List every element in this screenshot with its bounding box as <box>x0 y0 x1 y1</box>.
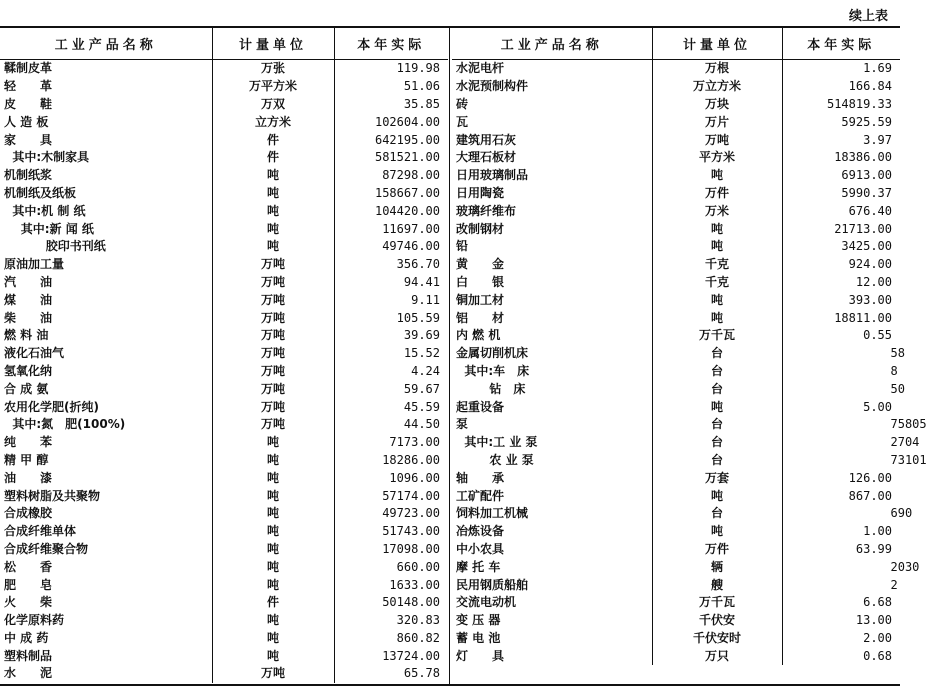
table-row <box>0 505 448 523</box>
table-row <box>452 291 900 309</box>
value-cell: 18811.00 <box>782 309 900 327</box>
unit-cell: 吨 <box>652 167 782 185</box>
unit-cell: 万块 <box>652 96 782 114</box>
table-row <box>452 220 900 238</box>
product-name-cell: 泵 <box>456 417 469 432</box>
product-name-cell: 黄 金 <box>456 257 505 272</box>
product-name-cell: 农 业 泵 <box>456 452 534 467</box>
table-row <box>0 487 448 505</box>
unit-cell: 万吨 <box>212 256 334 274</box>
product-name-cell: 金属切削机床 <box>456 346 529 361</box>
product-name-cell: 改制钢材 <box>456 221 505 236</box>
value-cell: 2 <box>782 576 900 594</box>
value-cell: 2030 <box>782 558 900 576</box>
unit-cell: 台 <box>652 416 782 434</box>
unit-cell: 万张 <box>212 60 334 78</box>
product-name-cell: 松 香 <box>4 559 53 574</box>
table-row <box>0 131 448 149</box>
product-name-cell: 瓦 <box>456 114 469 129</box>
value-cell: 3425.00 <box>782 238 900 256</box>
unit-cell: 万吨 <box>212 363 334 381</box>
value-cell: 15.52 <box>334 345 448 363</box>
unit-cell: 吨 <box>212 558 334 576</box>
table-row <box>0 220 448 238</box>
unit-cell: 件 <box>212 594 334 612</box>
unit-cell: 万千瓦 <box>652 327 782 345</box>
table-row <box>452 327 900 345</box>
value-cell: 13.00 <box>782 612 900 630</box>
unit-cell: 吨 <box>212 220 334 238</box>
unit-cell: 万吨 <box>212 274 334 292</box>
value-cell: 87298.00 <box>334 167 448 185</box>
unit-cell: 台 <box>652 505 782 523</box>
table-row <box>452 256 900 274</box>
table-row <box>0 363 448 381</box>
table-row <box>0 96 448 114</box>
unit-cell: 吨 <box>652 309 782 327</box>
table-row <box>0 665 448 683</box>
unit-cell: 吨 <box>212 647 334 665</box>
unit-cell: 万平方米 <box>212 78 334 96</box>
table-row <box>0 434 448 452</box>
unit-cell: 万立方米 <box>652 78 782 96</box>
value-cell: 18386.00 <box>782 149 900 167</box>
product-name-cell: 塑料制品 <box>4 648 53 663</box>
unit-cell: 千伏安时 <box>652 630 782 648</box>
unit-cell: 吨 <box>212 452 334 470</box>
table-row <box>452 469 900 487</box>
product-name-cell: 氢氧化纳 <box>4 363 53 378</box>
unit-cell: 千克 <box>652 256 782 274</box>
left-table <box>0 28 448 683</box>
unit-cell: 吨 <box>212 541 334 559</box>
value-cell: 393.00 <box>782 291 900 309</box>
product-name-cell: 灯 具 <box>456 648 505 663</box>
value-cell: 102604.00 <box>334 113 448 131</box>
value-cell: 3.97 <box>782 131 900 149</box>
table-row <box>452 452 900 470</box>
product-name-cell: 工矿配件 <box>456 488 505 503</box>
product-name-cell: 其中:氮 肥(100%) <box>4 417 126 432</box>
unit-cell: 台 <box>652 434 782 452</box>
product-name-cell: 轴 承 <box>456 470 505 485</box>
unit-cell: 万吨 <box>212 398 334 416</box>
table-row <box>452 558 900 576</box>
product-name-cell: 肥 皂 <box>4 577 53 592</box>
value-cell: 2.00 <box>782 630 900 648</box>
unit-cell: 台 <box>652 380 782 398</box>
product-name-cell: 钻 床 <box>456 381 526 396</box>
value-cell: 105.59 <box>334 309 448 327</box>
table-row <box>452 594 900 612</box>
right-header-row <box>452 28 900 60</box>
table-row <box>0 167 448 185</box>
product-name-cell: 火 柴 <box>4 595 53 610</box>
product-name-cell: 日用玻璃制品 <box>456 168 529 183</box>
product-name-cell: 合成纤维单体 <box>4 524 77 539</box>
unit-cell: 万吨 <box>212 309 334 327</box>
product-name-cell: 交流电动机 <box>456 595 517 610</box>
value-cell: 5990.37 <box>782 185 900 203</box>
value-cell: 104420.00 <box>334 202 448 220</box>
product-name-cell: 皮 鞋 <box>4 96 53 111</box>
table-row <box>0 345 448 363</box>
table-row <box>0 256 448 274</box>
unit-cell: 吨 <box>212 505 334 523</box>
value-cell: 867.00 <box>782 487 900 505</box>
table-row <box>0 594 448 612</box>
table-row <box>452 363 900 381</box>
value-cell: 158667.00 <box>334 185 448 203</box>
table-row <box>0 612 448 630</box>
table-row <box>0 647 448 665</box>
unit-cell: 千伏安 <box>652 612 782 630</box>
unit-cell: 立方米 <box>212 113 334 131</box>
table-row <box>452 434 900 452</box>
unit-cell: 万只 <box>652 647 782 665</box>
unit-cell: 吨 <box>212 434 334 452</box>
unit-cell: 万件 <box>652 541 782 559</box>
value-cell: 4.24 <box>334 363 448 381</box>
value-cell: 13724.00 <box>334 647 448 665</box>
value-cell: 5.00 <box>782 398 900 416</box>
table-row <box>452 380 900 398</box>
table-row <box>0 202 448 220</box>
bottom-rule <box>0 684 900 686</box>
table-row <box>452 541 900 559</box>
value-cell: 35.85 <box>334 96 448 114</box>
table-row <box>0 380 448 398</box>
product-name-cell: 机制纸及纸板 <box>4 185 77 200</box>
table-row <box>452 416 900 434</box>
product-name-cell: 家 具 <box>4 132 53 147</box>
unit-cell: 万吨 <box>212 416 334 434</box>
value-cell: 45.59 <box>334 398 448 416</box>
value-cell: 690 <box>782 505 900 523</box>
table-row <box>452 185 900 203</box>
table-row <box>452 96 900 114</box>
unit-cell: 吨 <box>652 398 782 416</box>
value-cell: 51743.00 <box>334 523 448 541</box>
unit-cell: 吨 <box>212 185 334 203</box>
table-row <box>0 149 448 167</box>
value-cell: 7173.00 <box>334 434 448 452</box>
value-cell: 59.67 <box>334 380 448 398</box>
product-name-cell: 纯 苯 <box>4 435 53 450</box>
value-cell: 9.11 <box>334 291 448 309</box>
table-row <box>0 78 448 96</box>
product-name-cell: 白 银 <box>456 274 505 289</box>
table-row <box>0 327 448 345</box>
value-cell: 65.78 <box>334 665 448 683</box>
product-name-cell: 合 成 氨 <box>4 381 49 396</box>
product-name-cell: 其中:新 闻 纸 <box>4 221 94 236</box>
right-table-panel <box>452 28 927 665</box>
unit-cell: 吨 <box>652 291 782 309</box>
unit-cell: 吨 <box>652 238 782 256</box>
table-row <box>452 630 900 648</box>
unit-cell: 万吨 <box>212 327 334 345</box>
value-cell: 6913.00 <box>782 167 900 185</box>
unit-cell: 艘 <box>652 576 782 594</box>
unit-cell: 吨 <box>212 238 334 256</box>
value-cell: 75805 <box>782 416 900 434</box>
product-name-cell: 鞣制皮革 <box>4 61 53 76</box>
product-name-cell: 柴 油 <box>4 310 53 325</box>
unit-cell: 万米 <box>652 202 782 220</box>
product-name-cell: 其中:木制家具 <box>4 150 90 165</box>
value-cell: 94.41 <box>334 274 448 292</box>
product-name-cell: 汽 油 <box>4 274 53 289</box>
product-name-cell: 塑料树脂及共聚物 <box>4 488 101 503</box>
table-row <box>452 647 900 665</box>
table-row <box>452 167 900 185</box>
value-cell: 0.68 <box>782 647 900 665</box>
product-name-cell: 冶炼设备 <box>456 524 505 539</box>
value-cell: 924.00 <box>782 256 900 274</box>
value-cell: 642195.00 <box>334 131 448 149</box>
header-actual: 本年实际 <box>782 28 900 60</box>
value-cell: 1096.00 <box>334 469 448 487</box>
table-row <box>0 274 448 292</box>
header-product-name: 工业产品名称 <box>452 28 652 60</box>
value-cell: 1.69 <box>782 60 900 78</box>
unit-cell: 吨 <box>212 202 334 220</box>
center-divider <box>449 28 450 684</box>
unit-cell: 件 <box>212 149 334 167</box>
product-name-cell: 其中:工 业 泵 <box>456 435 538 450</box>
value-cell: 356.70 <box>334 256 448 274</box>
unit-cell: 万吨 <box>212 665 334 683</box>
unit-cell: 万双 <box>212 96 334 114</box>
table-row <box>0 60 448 78</box>
unit-cell: 吨 <box>212 612 334 630</box>
value-cell: 63.99 <box>782 541 900 559</box>
value-cell: 1633.00 <box>334 576 448 594</box>
unit-cell: 台 <box>652 363 782 381</box>
table-row <box>452 612 900 630</box>
unit-cell: 万件 <box>652 185 782 203</box>
value-cell: 1.00 <box>782 523 900 541</box>
table-row <box>0 416 448 434</box>
unit-cell: 吨 <box>212 630 334 648</box>
product-name-cell: 农用化学肥(折纯) <box>4 399 99 414</box>
product-name-cell: 饲料加工机械 <box>456 506 529 521</box>
unit-cell: 吨 <box>652 487 782 505</box>
unit-cell: 吨 <box>652 220 782 238</box>
value-cell: 514819.33 <box>782 96 900 114</box>
product-name-cell: 起重设备 <box>456 399 505 414</box>
product-name-cell: 建筑用石灰 <box>456 132 517 147</box>
product-name-cell: 水泥预制构件 <box>456 79 529 94</box>
table-row <box>0 309 448 327</box>
product-name-cell: 液化石油气 <box>4 346 65 361</box>
table-row <box>452 149 900 167</box>
product-name-cell: 其中:车 床 <box>456 363 530 378</box>
unit-cell: 吨 <box>212 576 334 594</box>
product-name-cell: 铝 材 <box>456 310 505 325</box>
continued-caption: 续上表 <box>848 9 888 24</box>
value-cell: 11697.00 <box>334 220 448 238</box>
value-cell: 320.83 <box>334 612 448 630</box>
value-cell: 12.00 <box>782 274 900 292</box>
product-name-cell: 内 燃 机 <box>456 328 501 343</box>
table-row <box>452 487 900 505</box>
table-row <box>0 576 448 594</box>
unit-cell: 吨 <box>212 167 334 185</box>
table-row <box>452 309 900 327</box>
table-row <box>452 398 900 416</box>
header-product-name: 工业产品名称 <box>0 28 212 60</box>
value-cell: 17098.00 <box>334 541 448 559</box>
unit-cell: 辆 <box>652 558 782 576</box>
value-cell: 49746.00 <box>334 238 448 256</box>
product-name-cell: 摩 托 车 <box>456 559 501 574</box>
left-header-row <box>0 28 448 60</box>
value-cell: 51.06 <box>334 78 448 96</box>
product-name-cell: 合成纤维聚合物 <box>4 541 89 556</box>
unit-cell: 万吨 <box>212 380 334 398</box>
value-cell: 119.98 <box>334 60 448 78</box>
value-cell: 126.00 <box>782 469 900 487</box>
product-name-cell: 其中:机 制 纸 <box>4 203 86 218</box>
header-actual: 本年实际 <box>334 28 448 60</box>
table-row <box>0 113 448 131</box>
product-name-cell: 人 造 板 <box>4 114 49 129</box>
value-cell: 660.00 <box>334 558 448 576</box>
product-name-cell: 铅 <box>456 239 469 254</box>
unit-cell: 平方米 <box>652 149 782 167</box>
value-cell: 57174.00 <box>334 487 448 505</box>
value-cell: 49723.00 <box>334 505 448 523</box>
table-row <box>0 452 448 470</box>
product-name-cell: 变 压 器 <box>456 613 501 628</box>
product-name-cell: 煤 油 <box>4 292 53 307</box>
value-cell: 0.55 <box>782 327 900 345</box>
value-cell: 676.40 <box>782 202 900 220</box>
table-row <box>0 630 448 648</box>
value-cell: 860.82 <box>334 630 448 648</box>
table-row <box>452 238 900 256</box>
product-name-cell: 玻璃纤维布 <box>456 203 517 218</box>
product-name-cell: 原油加工量 <box>4 257 65 272</box>
table-row <box>0 523 448 541</box>
value-cell: 166.84 <box>782 78 900 96</box>
table-row <box>0 291 448 309</box>
product-name-cell: 机制纸浆 <box>4 168 53 183</box>
unit-cell: 吨 <box>652 523 782 541</box>
unit-cell: 万吨 <box>652 131 782 149</box>
product-name-cell: 精 甲 醇 <box>4 452 49 467</box>
product-name-cell: 铜加工材 <box>456 292 505 307</box>
product-name-cell: 油 漆 <box>4 470 53 485</box>
right-table <box>452 28 927 665</box>
table-row <box>452 576 900 594</box>
unit-cell: 万吨 <box>212 291 334 309</box>
product-name-cell: 日用陶瓷 <box>456 185 505 200</box>
product-name-cell: 大理石板材 <box>456 150 517 165</box>
value-cell: 18286.00 <box>334 452 448 470</box>
table-row <box>452 523 900 541</box>
unit-cell: 万吨 <box>212 345 334 363</box>
unit-cell: 吨 <box>212 487 334 505</box>
table-row <box>0 185 448 203</box>
product-name-cell: 轻 革 <box>4 79 53 94</box>
unit-cell: 万根 <box>652 60 782 78</box>
value-cell: 21713.00 <box>782 220 900 238</box>
product-name-cell: 燃 料 油 <box>4 328 49 343</box>
product-name-cell: 蓄 电 池 <box>456 630 501 645</box>
table-row <box>452 274 900 292</box>
product-name-cell: 砖 <box>456 96 469 111</box>
value-cell: 50 <box>782 380 900 398</box>
left-table-panel <box>0 28 448 683</box>
table-row <box>0 398 448 416</box>
value-cell: 8 <box>782 363 900 381</box>
unit-cell: 吨 <box>212 469 334 487</box>
value-cell: 73101 <box>782 452 900 470</box>
unit-cell: 万片 <box>652 113 782 131</box>
table-row <box>0 469 448 487</box>
value-cell: 50148.00 <box>334 594 448 612</box>
table-row <box>452 345 900 363</box>
table-row <box>0 541 448 559</box>
unit-cell: 台 <box>652 345 782 363</box>
unit-cell: 千克 <box>652 274 782 292</box>
table-row <box>452 113 900 131</box>
table-row <box>0 238 448 256</box>
product-name-cell: 化学原料药 <box>4 613 65 628</box>
value-cell: 44.50 <box>334 416 448 434</box>
header-unit: 计量单位 <box>212 28 334 60</box>
table-row <box>452 60 900 78</box>
value-cell: 2704 <box>782 434 900 452</box>
value-cell: 5925.59 <box>782 113 900 131</box>
product-name-cell: 中小农具 <box>456 541 505 556</box>
product-name-cell: 水 泥 <box>4 666 53 681</box>
value-cell: 6.68 <box>782 594 900 612</box>
unit-cell: 吨 <box>212 523 334 541</box>
product-name-cell: 水泥电杆 <box>456 61 505 76</box>
unit-cell: 万套 <box>652 469 782 487</box>
product-name-cell: 中 成 药 <box>4 630 49 645</box>
unit-cell: 台 <box>652 452 782 470</box>
table-row <box>0 558 448 576</box>
value-cell: 39.69 <box>334 327 448 345</box>
value-cell: 581521.00 <box>334 149 448 167</box>
unit-cell: 万千瓦 <box>652 594 782 612</box>
product-name-cell: 民用钢质船舶 <box>456 577 529 592</box>
unit-cell: 件 <box>212 131 334 149</box>
table-row <box>452 202 900 220</box>
product-name-cell: 合成橡胶 <box>4 506 53 521</box>
header-unit: 计量单位 <box>652 28 782 60</box>
product-name-cell: 胶印书刊纸 <box>4 239 106 254</box>
value-cell: 58 <box>782 345 900 363</box>
table-row <box>452 131 900 149</box>
table-row <box>452 78 900 96</box>
table-row <box>452 505 900 523</box>
